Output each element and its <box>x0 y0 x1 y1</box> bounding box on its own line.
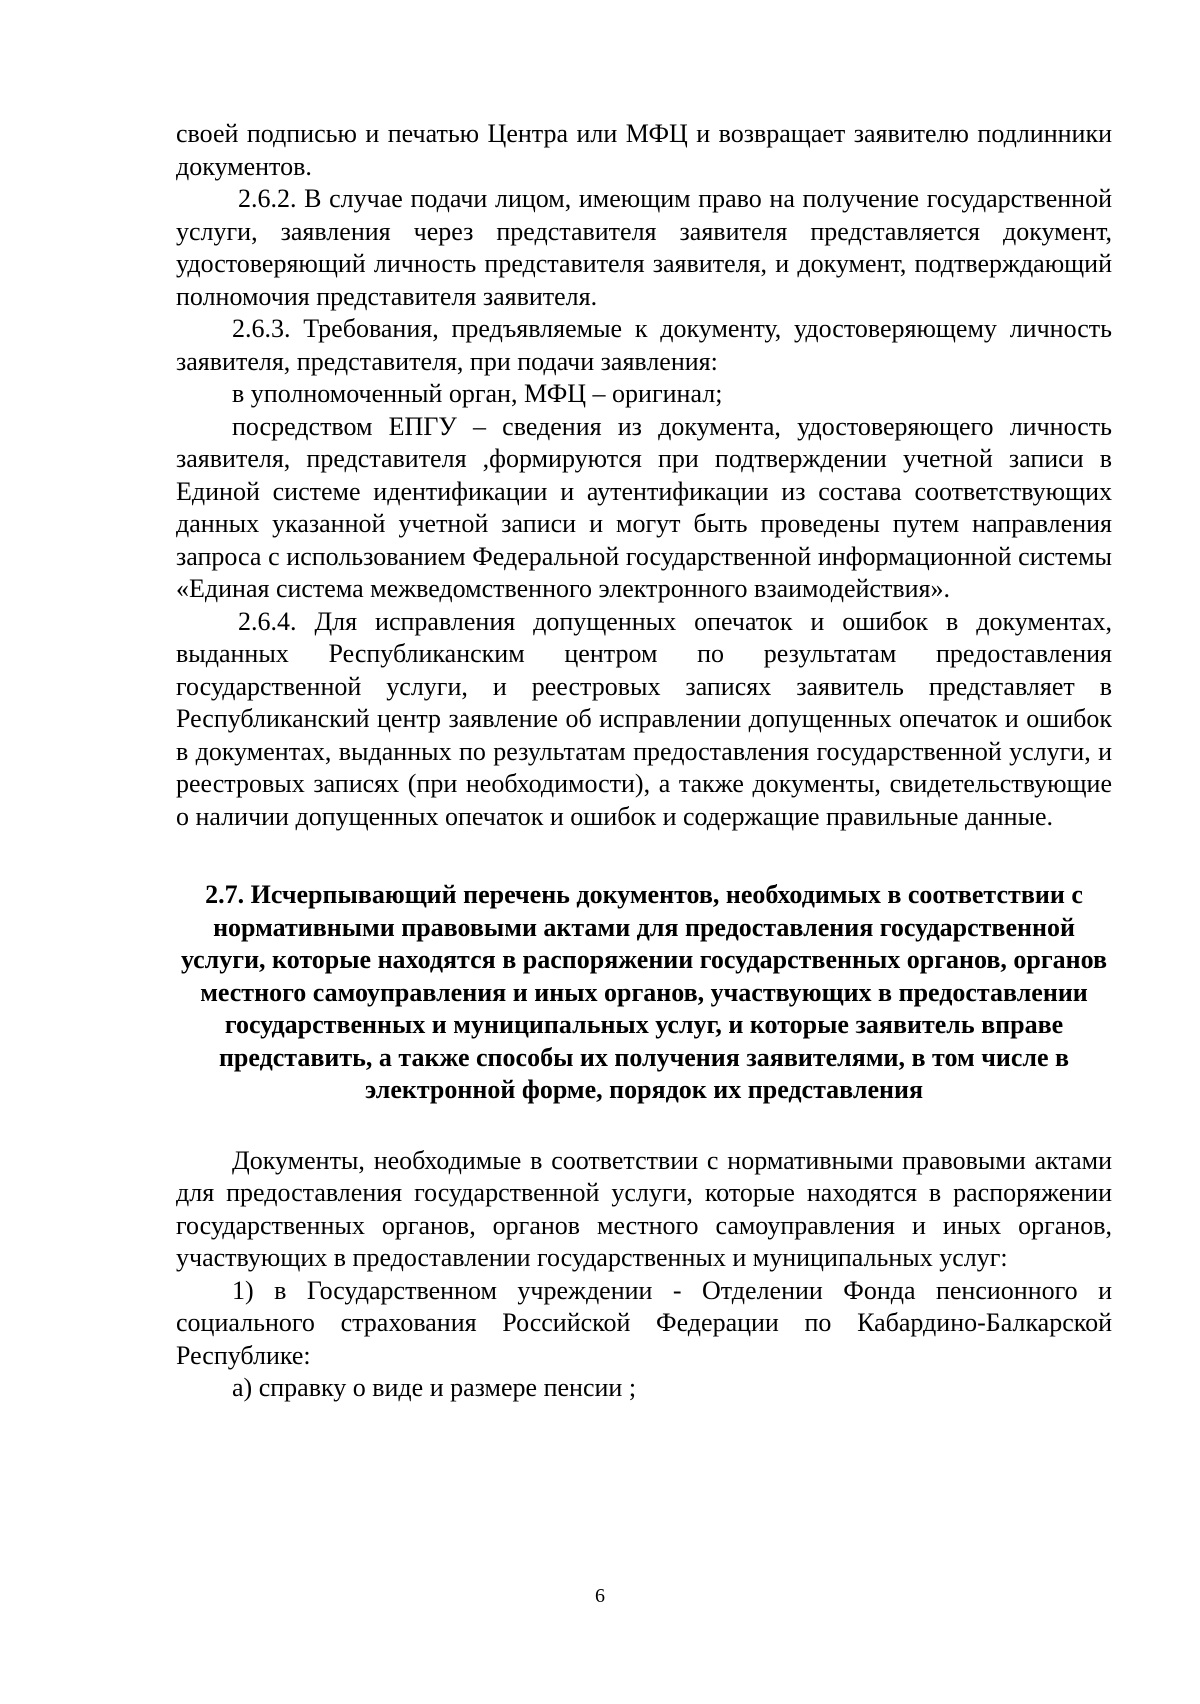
page-number: 6 <box>595 1585 605 1607</box>
paragraph-item-a: а) справку о виде и размере пенсии ; <box>232 1373 637 1402</box>
section-heading-2-7: 2.7. Исчерпывающий перечень документов, необходимых в соответствии с нормативными правовыми актами для предоставления государственной услуги, которые находятся в распоряжении государственных органов, органов местного самоуправления и иных органов, участвующих в предоставлении государственных и муниципальных услуг, и которые заявитель вправе представить, а также способы их получения заявителями, в том числе в электронной форме, порядок их представления <box>180 880 1108 1104</box>
paragraph-documents-list-intro: Документы, необходимые в соответствии с нормативными правовыми актами для предоставления государственной услуги, которые находятся в распоряжении государственных органов, органов местного самоуправления и иных органов, участвующих в предоставлении государственных и муниципальных услуг: <box>176 1145 1112 1272</box>
paragraph-2-6-2: 2.6.2. В случае подачи лицом, имеющим право на получение государственной услуги, заявления через представителя заявителя представляется документ, удостоверяющий личность представителя заявителя, и документ, подтверждающий полномочия представителя заявителя. <box>176 184 1112 311</box>
paragraph-in-person-original: в уполномоченный орган, МФЦ – оригинал; <box>232 379 723 408</box>
paragraph-2-6-3: 2.6.3. Требования, предъявляемые к документу, удостоверяющему личность заявителя, представителя, при подачи заявления: <box>176 314 1112 376</box>
paragraph-2-6-4: 2.6.4. Для исправления допущенных опечаток и ошибок в документах, выданных Республиканским центром по результатам предоставления государственной услуги, и реестровых записях заявитель представляет в Республиканский центр заявление об исправлении допущенных опечаток и ошибок в документах, выданных по результатам предоставления государственной услуги, и реестровых записях (при необходимости), а также документы, свидетельствующие о наличии допущенных опечаток и ошибок и содержащие правильные данные. <box>176 606 1112 831</box>
paragraph-item-1: 1) в Государственном учреждении - Отделении Фонда пенсионного и социального страхования Российской Федерации по Кабардино-Балкарской Республике: <box>176 1275 1112 1370</box>
paragraph-epgu-info: посредством ЕПГУ – сведения из документа, удостоверяющего личность заявителя, представителя ,формируются при подтверждении учетной записи в Единой системе идентификации и аутентификации из состава соответствующих данных указанной учетной записи и могут быть проведены путем направления запроса с использованием Федеральной государственной информационной системы «Единая система межведомственного электронного взаимодействия». <box>176 411 1112 603</box>
paragraph-continuation: своей подписью и печатью Центра или МФЦ и возвращает заявителю подлинники документов. <box>176 119 1112 181</box>
document-body <box>176 118 1112 1405</box>
